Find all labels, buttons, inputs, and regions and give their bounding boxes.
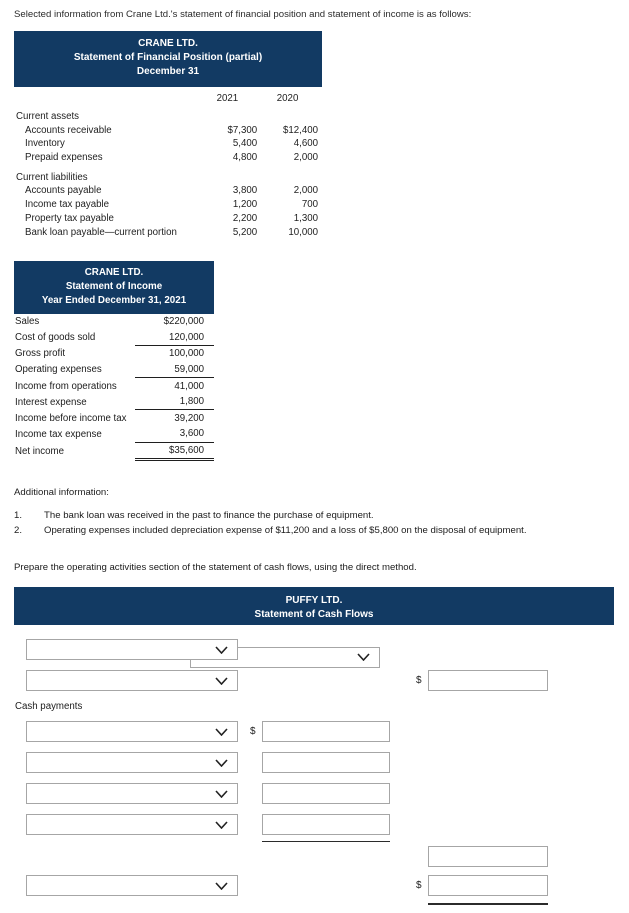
row-value: $35,600 <box>135 442 214 460</box>
table-row <box>14 314 214 330</box>
form-row <box>14 747 614 778</box>
row-value: 41,000 <box>174 380 204 392</box>
table-row <box>14 394 214 410</box>
amount-input-mid-3[interactable] <box>262 783 390 804</box>
soi-title-period: Year Ended December 31, 2021 <box>41 294 187 306</box>
line-item-select-1[interactable] <box>26 639 238 660</box>
row-value-2021: 4,800 <box>232 152 258 164</box>
table-row <box>14 329 214 345</box>
chevron-down-icon <box>215 821 228 829</box>
table-row <box>14 137 322 151</box>
cash-flow-answer-form <box>14 587 614 905</box>
row-value: $220,000 <box>163 316 204 328</box>
question-prompt: Prepare the operating activities section of the statement of cash flows, using the direct method. <box>14 562 417 574</box>
table-row <box>14 378 214 394</box>
row-value: 3,600 <box>135 426 214 442</box>
list-item-text: Operating expenses included depreciation expense of $11,200 and a loss of $5,800 on the disposal of equipment. <box>44 525 527 537</box>
form-row <box>14 778 614 809</box>
row-value-2020: 10,000 <box>288 226 318 238</box>
row-label: Prepaid expenses <box>25 152 103 164</box>
chevron-down-icon <box>215 677 228 685</box>
row-label: Gross profit <box>15 348 66 360</box>
row-value-2021: 5,400 <box>232 138 258 150</box>
total-rule-right <box>428 903 548 905</box>
row-value-2020: 2,000 <box>293 185 318 197</box>
sfp-section-heading-row <box>14 165 322 184</box>
form-title-company: PUFFY LTD. <box>285 595 343 607</box>
row-value: 39,200 <box>174 412 204 424</box>
list-item <box>14 525 614 536</box>
soi-header <box>14 261 214 314</box>
dollar-sign-right-1: $ <box>416 675 422 687</box>
sfp-section-current-liabilities: Current liabilities <box>16 171 88 183</box>
form-row <box>14 665 614 696</box>
table-row <box>14 123 322 137</box>
statement-of-income-table <box>14 261 214 461</box>
additional-information-title: Additional information: <box>14 487 109 499</box>
dollar-sign-mid-1: $ <box>250 726 256 738</box>
chevron-down-icon <box>215 759 228 767</box>
chevron-down-icon <box>215 790 228 798</box>
row-value-2020: 700 <box>301 199 318 211</box>
amount-input-mid-1[interactable] <box>262 721 390 742</box>
row-value-2021: $7,300 <box>227 124 258 136</box>
row-value-2020: 2,000 <box>293 152 318 164</box>
amount-input-right-2[interactable] <box>428 846 548 867</box>
chevron-down-icon <box>215 728 228 736</box>
row-label: Accounts payable <box>25 185 102 197</box>
row-label: Income from operations <box>15 380 117 392</box>
form-row <box>14 870 614 901</box>
sfp-title-statement: Statement of Financial Position (partial) <box>73 52 263 64</box>
table-row <box>14 184 322 198</box>
sfp-title-company: CRANE LTD. <box>138 37 198 49</box>
table-row <box>14 151 322 165</box>
line-item-select-4[interactable] <box>26 752 238 773</box>
table-row <box>14 212 322 226</box>
row-value: 100,000 <box>168 348 204 360</box>
form-rows <box>14 625 614 905</box>
cash-payments-label: Cash payments <box>15 700 83 712</box>
sfp-title-date: December 31 <box>136 66 200 78</box>
amount-input-mid-4[interactable] <box>262 814 390 835</box>
additional-information <box>14 487 629 536</box>
amount-input-right-1[interactable] <box>428 670 548 691</box>
list-item-number: 2. <box>14 525 23 537</box>
row-label: Sales <box>15 316 40 328</box>
amount-input-right-3[interactable] <box>428 875 548 896</box>
row-value: 120,000 <box>135 329 214 345</box>
line-item-select-5[interactable] <box>26 783 238 804</box>
row-value-2021: 2,200 <box>232 212 258 224</box>
row-label: Property tax payable <box>25 212 114 224</box>
chevron-down-icon <box>215 646 228 654</box>
intro-text: Selected information from Crane Ltd.'s statement of financial position and statement of income is as follows: <box>14 9 472 20</box>
row-label: Cost of goods sold <box>15 332 96 344</box>
list-item-text: The bank loan was received in the past to finance the purchase of equipment. <box>44 510 374 522</box>
table-row <box>14 198 322 212</box>
line-item-select-7[interactable] <box>26 875 238 896</box>
amount-input-mid-2[interactable] <box>262 752 390 773</box>
form-header <box>14 587 614 625</box>
table-row <box>14 410 214 426</box>
form-title-statement: Statement of Cash Flows <box>254 609 374 621</box>
sfp-section-heading-row <box>14 110 322 124</box>
statement-of-financial-position-table <box>14 31 322 239</box>
table-row <box>14 442 214 460</box>
row-value-2021: 1,200 <box>232 199 258 211</box>
row-value-2020: 1,300 <box>293 212 318 224</box>
row-label: Income before income tax <box>15 412 127 424</box>
soi-title-company: CRANE LTD. <box>84 267 144 279</box>
row-label: Net income <box>15 446 64 458</box>
dollar-sign-right-2: $ <box>416 880 422 892</box>
row-label: Operating expenses <box>15 364 102 376</box>
row-value-2021: 5,200 <box>232 226 258 238</box>
row-value-2020: $12,400 <box>282 124 318 136</box>
row-label: Interest expense <box>15 396 87 408</box>
soi-title-statement: Statement of Income <box>65 281 163 293</box>
table-row <box>14 225 322 239</box>
list-item-number: 1. <box>14 510 23 522</box>
sfp-section-current-assets: Current assets <box>16 110 79 122</box>
table-row <box>14 346 214 362</box>
row-label: Accounts receivable <box>25 124 112 136</box>
form-row <box>14 716 614 747</box>
line-item-select-2[interactable] <box>26 670 238 691</box>
form-row <box>14 809 614 840</box>
row-value-2021: 3,800 <box>232 185 258 197</box>
sfp-header <box>14 31 322 87</box>
row-value: 1,800 <box>135 394 214 410</box>
row-label: Bank loan payable—current portion <box>25 226 177 238</box>
row-value: 59,000 <box>135 362 214 378</box>
form-row <box>14 634 614 665</box>
row-label: Income tax payable <box>25 199 110 211</box>
sfp-year-2020: 2020 <box>276 92 299 104</box>
sfp-year-header-row <box>14 87 322 110</box>
chevron-down-icon <box>215 882 228 890</box>
table-row <box>14 426 214 442</box>
row-label: Inventory <box>25 138 65 150</box>
list-item <box>14 510 614 521</box>
form-row <box>14 842 614 870</box>
line-item-select-6[interactable] <box>26 814 238 835</box>
line-item-select-3[interactable] <box>26 721 238 742</box>
row-label: Income tax expense <box>15 428 102 440</box>
sfp-year-2021: 2021 <box>216 92 239 104</box>
table-row <box>14 362 214 378</box>
row-value-2020: 4,600 <box>293 138 318 150</box>
